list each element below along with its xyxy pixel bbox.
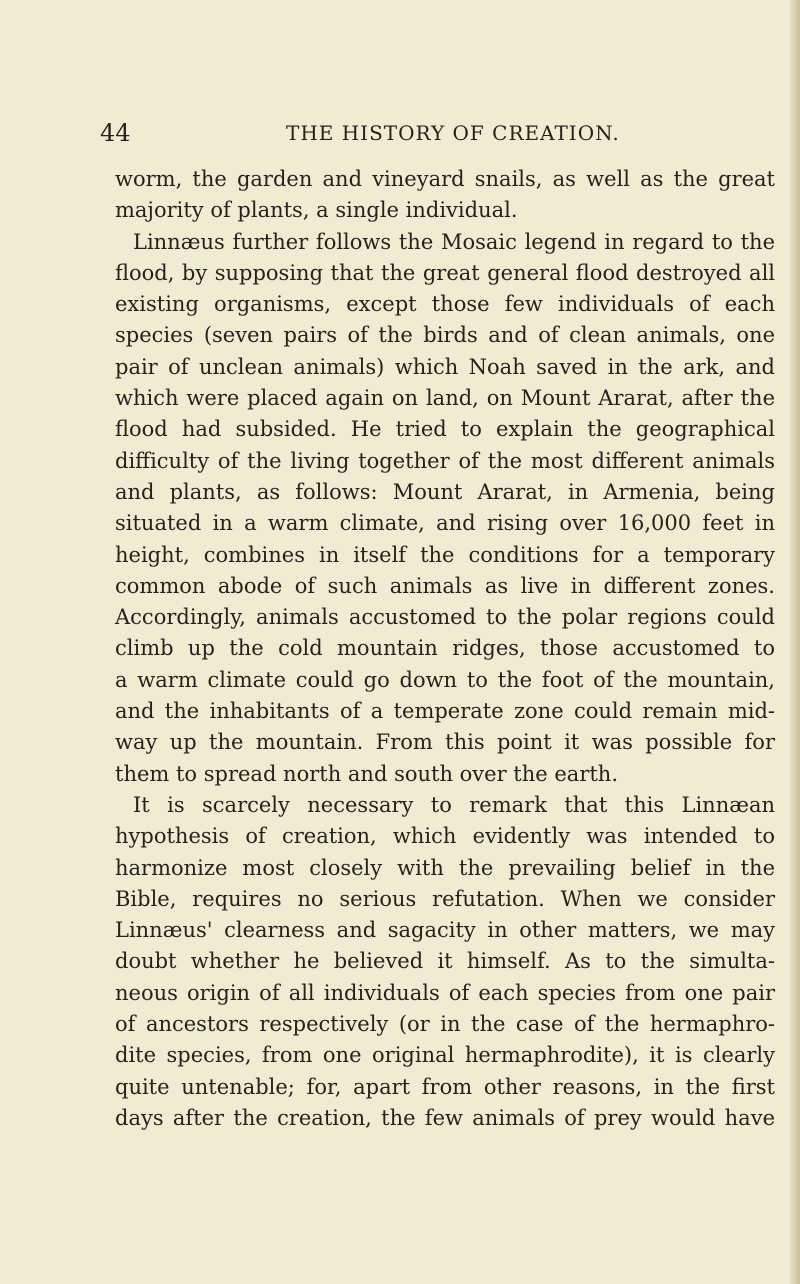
text-line: climb up the cold mountain ridges, those accustomed to (115, 636, 775, 661)
text-line: flood, by supposing that the great general flood destroyed all (115, 260, 775, 285)
text-line: Linnæus' clearness and sagacity in other matters, we may (115, 918, 775, 943)
text-line: and the inhabitants of a temperate zone could remain mid- (115, 699, 775, 724)
text-line: situated in a warm climate, and rising over 16,000 feet in (115, 511, 775, 536)
page-edge-shadow (790, 0, 800, 1284)
text-line: species (seven pairs of the birds and of clean animals, one (115, 323, 775, 348)
text-line: existing organisms, except those few individuals of each (115, 292, 775, 317)
text-line: Bible, requires no serious refutation. When we consider (115, 886, 775, 911)
text-line: which were placed again on land, on Mount Ararat, after the (115, 386, 775, 411)
text-line: them to spread north and south over the earth. (115, 761, 618, 786)
text-line: difficulty of the living together of the most different animals (115, 448, 775, 473)
paragraph-start-line: Linnæus further follows the Mosaic legend in regard to the (133, 229, 775, 254)
text-line: flood had subsided. He tried to explain the geographical (115, 417, 775, 442)
text-line: common abode of such animals as live in different zones. (115, 573, 775, 598)
text-line: pair of unclean animals) which Noah saved in the ark, and (115, 354, 775, 379)
text-line: dite species, from one original hermaphrodite), it is clearly (115, 1043, 775, 1068)
text-line: and plants, as follows: Mount Ararat, in Armenia, being (115, 479, 775, 504)
text-line: worm, the garden and vineyard snails, as well as the great (115, 167, 775, 191)
page-header (100, 118, 720, 148)
text-line: quite untenable; for, apart from other reasons, in the first (115, 1074, 775, 1099)
text-line: doubt whether he believed it himself. As to the simulta- (115, 949, 775, 974)
text-line: harmonize most closely with the prevailing belief in the (115, 855, 775, 880)
running-head: THE HISTORY OF CREATION. (286, 121, 620, 145)
body-text (115, 164, 775, 1134)
text-line: majority of plants, a single individual. (115, 198, 518, 223)
text-line: height, combines in itself the conditions for a temporary (115, 542, 775, 567)
text-line: hypothesis of creation, which evidently was intended to (115, 824, 775, 849)
text-line: a warm climate could go down to the foot of the mountain, (115, 667, 775, 692)
text-line: of ancestors respectively (or in the case of the hermaphro- (115, 1012, 775, 1037)
text-line: way up the mountain. From this point it was possible for (115, 730, 775, 755)
page-number: 44 (100, 119, 131, 147)
paragraph-start-line: It is scarcely necessary to remark that this Linnæan (133, 792, 775, 817)
text-line: days after the creation, the few animals of prey would have (115, 1105, 775, 1130)
text-line: neous origin of all individuals of each species from one pair (115, 980, 775, 1005)
text-line: Accordingly, animals accustomed to the polar regions could (115, 605, 775, 630)
